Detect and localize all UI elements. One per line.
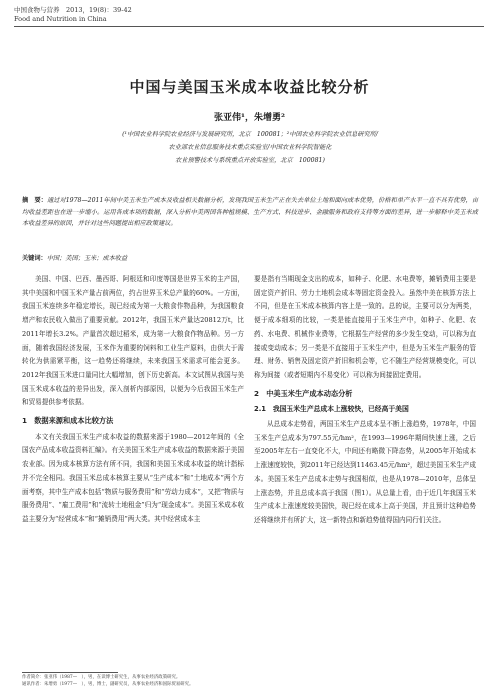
- affiliation-line: 农业部农业信息服务技术重点实验室/中国农业科学院智能化: [168, 144, 332, 151]
- abstract-text: 通过对1978—2011年间中美玉米生产成本及收益相关数据分析，发现我国玉米生产正在失去单位土地和面向成本优势，价格和单产水平一直不具有优势，亩均收益差距也在进一步缩小。运用各成本项的数据，深入分析中美两国各种植规模、生产方式、科技进步、金融服务和政府支持等方面的差异，进一步解释中美玉米成本收益差异的原因，并针对这些问题提出相应政策建议。: [22, 197, 479, 228]
- footnote-author-bio: 作者简介：张亚伟（1987— ），男，在读博士研究生，从事农业经济政策研究。: [22, 675, 181, 680]
- article-authors: 张亚伟¹，朱增勇²: [214, 113, 285, 123]
- footnote: [22, 675, 193, 688]
- affiliations: [30, 128, 470, 167]
- journal-citation: 中国食物与营养 2013，19(8)：39-42: [14, 6, 132, 14]
- article-title: 中国与美国玉米成本收益比较分析: [129, 78, 370, 96]
- subsection-heading-2-1: 2.1 我国玉米生产总成本上涨较快，已经高于美国: [254, 405, 409, 414]
- footnote-rule: [22, 672, 118, 673]
- affiliation-line: (¹中国农业科学院农业经济与发展研究所，北京 100081；²中国农业科学院农业信息研究所/: [122, 131, 378, 138]
- journal-english-name: Food and Nutrition in China: [14, 15, 107, 23]
- paragraph: 从总成本走势看，两国玉米生产总成本呈不断上涨趋势，1978年，中国玉米生产总成本为797.55元/hm²，在1993—1996年期间快速上涨，之后至2005年左右一直变化不大，中间还有略微下降态势，从2005年开始成本上涨速度较快，到2011年已经达到11463.45元/hm²，超过美国玉米生产成本。美国玉米生产总成本走势与我国相似，也是从1978—2010年，总体呈上涨态势，并且总成本高于我国（图1）。从总量上看，由于近几年我国玉米生产成本上涨速度较美国快，现已经在成本上高于美国，并且预计这种趋势还将继续并有所扩大，这一新特点和新趋势值得国内同行们关注。: [254, 420, 476, 524]
- keywords: [22, 253, 478, 262]
- abstract-label: 摘 要：: [22, 197, 47, 204]
- header-rule: [14, 26, 484, 27]
- body-column-left: [22, 273, 244, 527]
- paragraph: 本文有关我国玉米生产成本收益的数据来源于1980—2012年间的《全国农产品成本收益资料汇编》。有关美国玉米生产成本收益的数据来源于美国农业部。因为成本核算方法有所不同，我国和美国玉米成本收益的统计指标并不完全相同。我国玉米总成本核算主要从“生产成本”和“土地成本”两个方面考察，其中生产成本包括“物质与服务费用”和“劳动力成本”，又把“物质与服务费用”、“雇工费用”和“流转土地租金”归为“现金成本”。美国玉米成本收益主要分为“经营成本”和“摊销费用”两大类。其中经营成本主: [22, 432, 244, 523]
- journal-header: [14, 6, 132, 24]
- footnote-corresponding-author: 通讯作者：朱增勇（1977— ），男，博士，副研究员，从事农业经济和国际贸易研究。: [22, 681, 194, 687]
- paragraph: 美国、中国、巴西、墨西哥、阿根廷和印度等国是世界玉米的主产国，其中美国和中国玉米产量占前两位，约占世界玉米总产量的60%。一方面，我国玉米连续多年稳定增长，现已经成为第一大粮食作物品种，为我国粮食增产和农民收入做出了重要贡献。2012年，我国玉米产量达20812万t，比2011年增长3.2%。产量首次超过稻米，成为第一大粮食作物品种。另一方面，随着我国经济发展，玉米作为重要的饲料和工业生产原料，由供大于需转化为供需紧平衡，这一趋势还将继续，未来我国玉米需求可能会更多。2012年我国玉米进口量同比大幅增加，创下历史新高。本文试图从我国与美国玉米成本收益的差异出发，深入剖析内部原因，以便为今后我国玉米生产和贸易提供参考依据。: [22, 275, 244, 407]
- affiliation-line: 农业预警技术与系统重点开放实验室，北京 100081): [175, 157, 325, 164]
- keywords-text: 中国；美国；玉米；成本收益: [46, 255, 128, 262]
- section-heading-2: 2 中美玉米生产成本动态分析: [254, 388, 353, 398]
- section-heading-1: 1 数据来源和成本比较方法: [22, 416, 114, 426]
- body-column-right: [254, 273, 476, 528]
- paragraph: 要是指有当期现金支出的成本，如种子、化肥、水电费等，摊销费用主要是固定资产折旧、劳力土地机会成本等固定资金投入。虽然中美在核算方法上不同，但是在玉米成本核算内容上是一致的。总的说，主要可以分为两类，便于成本细项的比较，一类是能直接用于玉米生产中，如种子、化肥、农药、水电费、机械作业费等，它根据生产经营的多少发生变动，可以称为直接或变动成本；另一类是不直接用于玉米生产中，但是为玉米生产服务的管理、财务、销售及固定资产折旧和机会等，它不随生产经营规模变化，可以称为间接（或者短期内不易变化）可以称为间接固定费用。: [254, 275, 476, 379]
- abstract: [22, 195, 478, 230]
- keywords-label: 关键词：: [22, 255, 47, 262]
